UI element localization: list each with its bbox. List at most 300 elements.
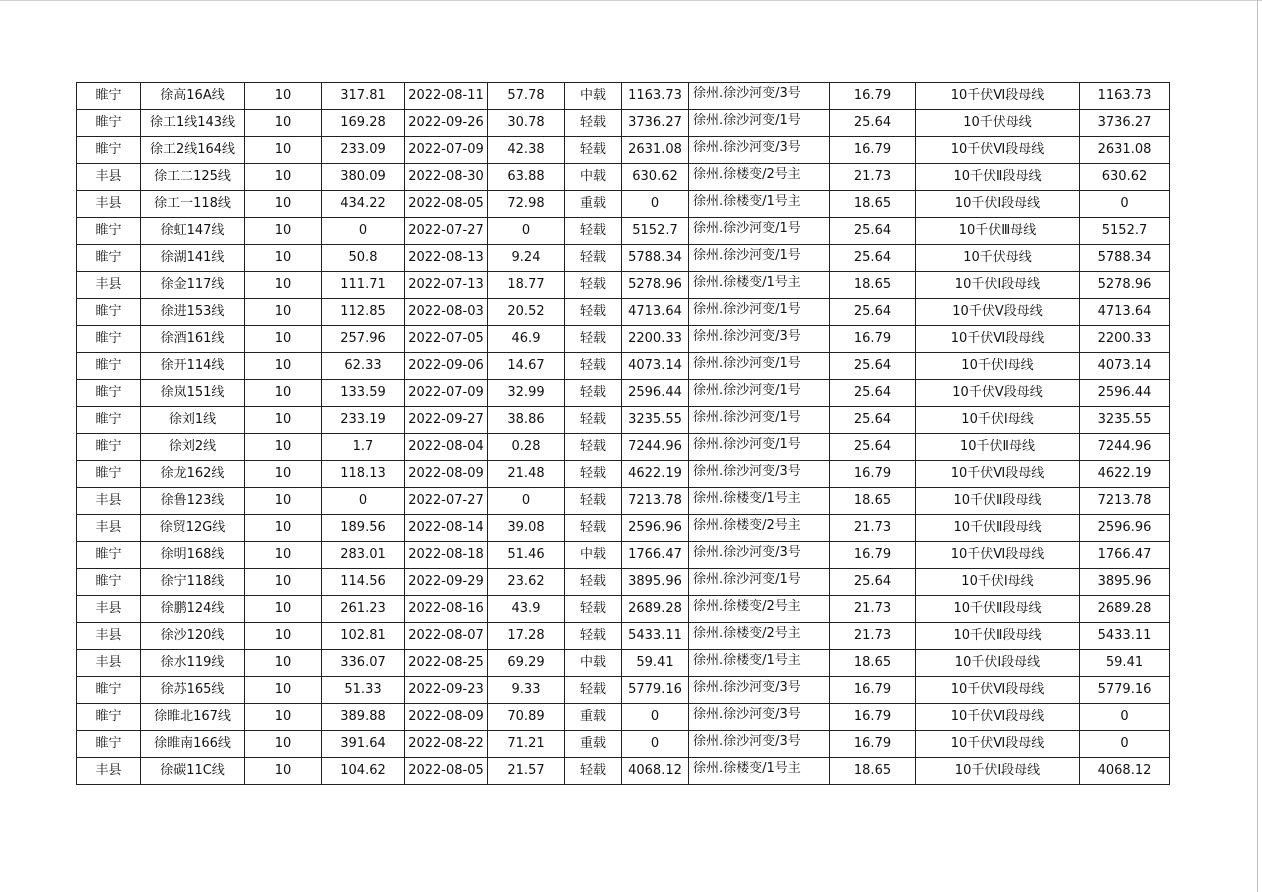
line-name-cell: 徐睢南166线	[141, 731, 245, 758]
substation-transformer-cell	[689, 299, 830, 326]
busbar-cell: 10千伏Ⅱ段母线	[916, 515, 1080, 542]
date-cell: 2022-08-16	[405, 596, 488, 623]
current-load-cell: 104.62	[322, 758, 405, 785]
county-cell: 睢宁	[77, 218, 141, 245]
busbar-cell: 10千伏Ⅵ段母线	[916, 731, 1080, 758]
line-name-cell: 徐工二125线	[141, 164, 245, 191]
voltage-cell: 10	[245, 569, 322, 596]
available-capacity-cell: 5278.96	[622, 272, 689, 299]
table-row	[77, 164, 1170, 191]
load-status-cell: 轻载	[565, 218, 622, 245]
load-rate-cell: 38.86	[488, 407, 565, 434]
substation-transformer-text: 徐州.徐楼变/2号主	[693, 626, 801, 641]
substation-transformer-cell	[689, 191, 830, 218]
table-row	[77, 245, 1170, 272]
county-cell: 睢宁	[77, 569, 141, 596]
remaining-capacity-cell: 0	[1080, 731, 1170, 758]
load-rate-cell: 57.78	[488, 83, 565, 110]
substation-transformer-text: 徐州.徐沙河变/3号	[693, 464, 801, 479]
substation-transformer-text: 徐州.徐楼变/1号主	[693, 275, 801, 290]
remaining-capacity-cell: 2631.08	[1080, 137, 1170, 164]
table-body	[77, 83, 1170, 785]
current-load-cell: 380.09	[322, 164, 405, 191]
substation-transformer-cell	[689, 704, 830, 731]
substation-transformer-text: 徐州.徐楼变/1号主	[693, 491, 801, 506]
table-row	[77, 488, 1170, 515]
substation-transformer-cell	[689, 596, 830, 623]
substation-transformer-cell	[689, 380, 830, 407]
current-load-cell: 102.81	[322, 623, 405, 650]
county-cell: 睢宁	[77, 677, 141, 704]
line-name-cell: 徐鹏124线	[141, 596, 245, 623]
substation-transformer-text: 徐州.徐楼变/1号主	[693, 761, 801, 776]
remaining-capacity-cell: 2596.44	[1080, 380, 1170, 407]
remaining-capacity-cell: 1766.47	[1080, 542, 1170, 569]
voltage-cell: 10	[245, 272, 322, 299]
line-name-cell: 徐酒161线	[141, 326, 245, 353]
transformer-load-rate-cell: 16.79	[830, 461, 916, 488]
line-name-cell: 徐苏165线	[141, 677, 245, 704]
date-cell: 2022-08-09	[405, 461, 488, 488]
voltage-cell: 10	[245, 407, 322, 434]
current-load-cell: 114.56	[322, 569, 405, 596]
substation-transformer-text: 徐州.徐沙河变/3号	[693, 86, 801, 101]
current-load-cell: 261.23	[322, 596, 405, 623]
load-status-cell: 重载	[565, 731, 622, 758]
remaining-capacity-cell: 4713.64	[1080, 299, 1170, 326]
page-top-border	[0, 0, 1262, 1]
county-cell: 丰县	[77, 272, 141, 299]
table-row	[77, 326, 1170, 353]
substation-transformer-cell	[689, 488, 830, 515]
date-cell: 2022-07-09	[405, 137, 488, 164]
available-capacity-cell: 1163.73	[622, 83, 689, 110]
remaining-capacity-cell: 2596.96	[1080, 515, 1170, 542]
date-cell: 2022-08-09	[405, 704, 488, 731]
date-cell: 2022-08-25	[405, 650, 488, 677]
substation-transformer-cell	[689, 326, 830, 353]
transformer-load-rate-cell: 25.64	[830, 569, 916, 596]
load-status-cell: 重载	[565, 704, 622, 731]
substation-transformer-cell	[689, 353, 830, 380]
county-cell: 睢宁	[77, 110, 141, 137]
transformer-load-rate-cell: 21.73	[830, 515, 916, 542]
available-capacity-cell: 3235.55	[622, 407, 689, 434]
busbar-cell: 10千伏Ⅵ段母线	[916, 83, 1080, 110]
substation-transformer-cell	[689, 569, 830, 596]
current-load-cell: 50.8	[322, 245, 405, 272]
available-capacity-cell: 0	[622, 191, 689, 218]
available-capacity-cell: 5152.7	[622, 218, 689, 245]
transformer-load-rate-cell: 16.79	[830, 677, 916, 704]
substation-transformer-cell	[689, 407, 830, 434]
date-cell: 2022-08-30	[405, 164, 488, 191]
voltage-cell: 10	[245, 245, 322, 272]
available-capacity-cell: 4073.14	[622, 353, 689, 380]
table-row	[77, 515, 1170, 542]
county-cell: 丰县	[77, 515, 141, 542]
table-row	[77, 299, 1170, 326]
load-status-cell: 轻载	[565, 326, 622, 353]
busbar-cell: 10千伏Ⅵ段母线	[916, 542, 1080, 569]
current-load-cell: 0	[322, 218, 405, 245]
county-cell: 睢宁	[77, 353, 141, 380]
load-rate-cell: 18.77	[488, 272, 565, 299]
load-rate-cell: 46.9	[488, 326, 565, 353]
line-name-cell: 徐水119线	[141, 650, 245, 677]
date-cell: 2022-08-05	[405, 191, 488, 218]
remaining-capacity-cell: 2200.33	[1080, 326, 1170, 353]
substation-transformer-text: 徐州.徐沙河变/3号	[693, 680, 801, 695]
substation-transformer-text: 徐州.徐楼变/1号主	[693, 653, 801, 668]
available-capacity-cell: 1766.47	[622, 542, 689, 569]
remaining-capacity-cell: 4622.19	[1080, 461, 1170, 488]
substation-transformer-text: 徐州.徐沙河变/1号	[693, 356, 801, 371]
date-cell: 2022-08-13	[405, 245, 488, 272]
load-rate-cell: 72.98	[488, 191, 565, 218]
page-right-border	[1257, 0, 1258, 892]
load-status-cell: 轻载	[565, 596, 622, 623]
substation-transformer-text: 徐州.徐楼变/2号主	[693, 599, 801, 614]
date-cell: 2022-08-05	[405, 758, 488, 785]
substation-transformer-text: 徐州.徐沙河变/1号	[693, 437, 801, 452]
load-rate-cell: 9.33	[488, 677, 565, 704]
load-rate-cell: 0	[488, 488, 565, 515]
feeder-load-table	[76, 82, 1170, 785]
available-capacity-cell: 3736.27	[622, 110, 689, 137]
load-status-cell: 轻载	[565, 245, 622, 272]
voltage-cell: 10	[245, 326, 322, 353]
table-row	[77, 623, 1170, 650]
remaining-capacity-cell: 4068.12	[1080, 758, 1170, 785]
voltage-cell: 10	[245, 380, 322, 407]
date-cell: 2022-09-26	[405, 110, 488, 137]
line-name-cell: 徐工2线164线	[141, 137, 245, 164]
current-load-cell: 51.33	[322, 677, 405, 704]
voltage-cell: 10	[245, 137, 322, 164]
voltage-cell: 10	[245, 299, 322, 326]
busbar-cell: 10千伏Ⅵ段母线	[916, 677, 1080, 704]
substation-transformer-cell	[689, 218, 830, 245]
load-rate-cell: 71.21	[488, 731, 565, 758]
remaining-capacity-cell: 4073.14	[1080, 353, 1170, 380]
voltage-cell: 10	[245, 218, 322, 245]
transformer-load-rate-cell: 18.65	[830, 191, 916, 218]
transformer-load-rate-cell: 21.73	[830, 596, 916, 623]
busbar-cell: 10千伏母线	[916, 245, 1080, 272]
available-capacity-cell: 2689.28	[622, 596, 689, 623]
remaining-capacity-cell: 3736.27	[1080, 110, 1170, 137]
substation-transformer-text: 徐州.徐沙河变/1号	[693, 113, 801, 128]
transformer-load-rate-cell: 25.64	[830, 407, 916, 434]
voltage-cell: 10	[245, 731, 322, 758]
transformer-load-rate-cell: 16.79	[830, 704, 916, 731]
date-cell: 2022-09-27	[405, 407, 488, 434]
load-status-cell: 轻载	[565, 461, 622, 488]
load-rate-cell: 63.88	[488, 164, 565, 191]
transformer-load-rate-cell: 25.64	[830, 380, 916, 407]
busbar-cell: 10千伏Ⅱ母线	[916, 434, 1080, 461]
substation-transformer-text: 徐州.徐沙河变/3号	[693, 140, 801, 155]
table-row	[77, 704, 1170, 731]
load-rate-cell: 17.28	[488, 623, 565, 650]
remaining-capacity-cell: 7213.78	[1080, 488, 1170, 515]
available-capacity-cell: 3895.96	[622, 569, 689, 596]
busbar-cell: 10千伏Ⅲ母线	[916, 218, 1080, 245]
current-load-cell: 389.88	[322, 704, 405, 731]
remaining-capacity-cell: 5278.96	[1080, 272, 1170, 299]
busbar-cell: 10千伏Ⅰ段母线	[916, 272, 1080, 299]
voltage-cell: 10	[245, 704, 322, 731]
load-rate-cell: 51.46	[488, 542, 565, 569]
busbar-cell: 10千伏Ⅰ母线	[916, 407, 1080, 434]
load-status-cell: 中载	[565, 164, 622, 191]
available-capacity-cell: 59.41	[622, 650, 689, 677]
table-row	[77, 434, 1170, 461]
date-cell: 2022-08-03	[405, 299, 488, 326]
line-name-cell: 徐碳11C线	[141, 758, 245, 785]
table-row	[77, 218, 1170, 245]
available-capacity-cell: 0	[622, 704, 689, 731]
available-capacity-cell: 2596.44	[622, 380, 689, 407]
line-name-cell: 徐开114线	[141, 353, 245, 380]
date-cell: 2022-07-13	[405, 272, 488, 299]
busbar-cell: 10千伏Ⅰ母线	[916, 353, 1080, 380]
voltage-cell: 10	[245, 191, 322, 218]
line-name-cell: 徐工1线143线	[141, 110, 245, 137]
busbar-cell: 10千伏Ⅰ段母线	[916, 758, 1080, 785]
transformer-load-rate-cell: 18.65	[830, 758, 916, 785]
line-name-cell: 徐工一118线	[141, 191, 245, 218]
line-name-cell: 徐贸12G线	[141, 515, 245, 542]
load-status-cell: 轻载	[565, 623, 622, 650]
load-rate-cell: 21.57	[488, 758, 565, 785]
remaining-capacity-cell: 630.62	[1080, 164, 1170, 191]
transformer-load-rate-cell: 21.73	[830, 164, 916, 191]
load-status-cell: 轻载	[565, 137, 622, 164]
remaining-capacity-cell: 59.41	[1080, 650, 1170, 677]
current-load-cell: 111.71	[322, 272, 405, 299]
line-name-cell: 徐龙162线	[141, 461, 245, 488]
table-row	[77, 461, 1170, 488]
line-name-cell: 徐鲁123线	[141, 488, 245, 515]
voltage-cell: 10	[245, 434, 322, 461]
substation-transformer-cell	[689, 434, 830, 461]
date-cell: 2022-07-09	[405, 380, 488, 407]
voltage-cell: 10	[245, 623, 322, 650]
table-row	[77, 596, 1170, 623]
transformer-load-rate-cell: 25.64	[830, 110, 916, 137]
transformer-load-rate-cell: 25.64	[830, 245, 916, 272]
date-cell: 2022-07-27	[405, 488, 488, 515]
substation-transformer-text: 徐州.徐楼变/2号主	[693, 167, 801, 182]
voltage-cell: 10	[245, 164, 322, 191]
busbar-cell: 10千伏Ⅴ段母线	[916, 299, 1080, 326]
table-row	[77, 758, 1170, 785]
line-name-cell: 徐睢北167线	[141, 704, 245, 731]
date-cell: 2022-08-22	[405, 731, 488, 758]
substation-transformer-text: 徐州.徐沙河变/1号	[693, 221, 801, 236]
load-status-cell: 轻载	[565, 677, 622, 704]
date-cell: 2022-09-29	[405, 569, 488, 596]
load-status-cell: 轻载	[565, 272, 622, 299]
available-capacity-cell: 2200.33	[622, 326, 689, 353]
date-cell: 2022-08-11	[405, 83, 488, 110]
substation-transformer-text: 徐州.徐沙河变/1号	[693, 302, 801, 317]
date-cell: 2022-08-14	[405, 515, 488, 542]
remaining-capacity-cell: 3895.96	[1080, 569, 1170, 596]
remaining-capacity-cell: 5152.7	[1080, 218, 1170, 245]
substation-transformer-cell	[689, 677, 830, 704]
substation-transformer-cell	[689, 758, 830, 785]
voltage-cell: 10	[245, 83, 322, 110]
current-load-cell: 233.09	[322, 137, 405, 164]
voltage-cell: 10	[245, 461, 322, 488]
substation-transformer-text: 徐州.徐沙河变/3号	[693, 707, 801, 722]
line-name-cell: 徐明168线	[141, 542, 245, 569]
busbar-cell: 10千伏Ⅵ段母线	[916, 137, 1080, 164]
substation-transformer-text: 徐州.徐沙河变/1号	[693, 572, 801, 587]
table-row	[77, 353, 1170, 380]
line-name-cell: 徐岚151线	[141, 380, 245, 407]
voltage-cell: 10	[245, 110, 322, 137]
table-row	[77, 191, 1170, 218]
transformer-load-rate-cell: 16.79	[830, 137, 916, 164]
county-cell: 丰县	[77, 623, 141, 650]
remaining-capacity-cell: 5788.34	[1080, 245, 1170, 272]
load-rate-cell: 39.08	[488, 515, 565, 542]
transformer-load-rate-cell: 18.65	[830, 488, 916, 515]
busbar-cell: 10千伏母线	[916, 110, 1080, 137]
county-cell: 丰县	[77, 596, 141, 623]
load-status-cell: 中载	[565, 542, 622, 569]
busbar-cell: 10千伏Ⅱ段母线	[916, 596, 1080, 623]
transformer-load-rate-cell: 25.64	[830, 299, 916, 326]
available-capacity-cell: 7213.78	[622, 488, 689, 515]
available-capacity-cell: 4713.64	[622, 299, 689, 326]
transformer-load-rate-cell: 25.64	[830, 218, 916, 245]
remaining-capacity-cell: 0	[1080, 191, 1170, 218]
transformer-load-rate-cell: 25.64	[830, 434, 916, 461]
substation-transformer-text: 徐州.徐沙河变/3号	[693, 545, 801, 560]
county-cell: 睢宁	[77, 380, 141, 407]
table-row	[77, 731, 1170, 758]
load-status-cell: 轻载	[565, 299, 622, 326]
substation-transformer-text: 徐州.徐沙河变/3号	[693, 329, 801, 344]
available-capacity-cell: 2596.96	[622, 515, 689, 542]
line-name-cell: 徐刘1线	[141, 407, 245, 434]
remaining-capacity-cell: 1163.73	[1080, 83, 1170, 110]
transformer-load-rate-cell: 25.64	[830, 353, 916, 380]
transformer-load-rate-cell: 21.73	[830, 623, 916, 650]
substation-transformer-cell	[689, 245, 830, 272]
substation-transformer-cell	[689, 542, 830, 569]
busbar-cell: 10千伏Ⅰ段母线	[916, 191, 1080, 218]
load-status-cell: 轻载	[565, 758, 622, 785]
substation-transformer-text: 徐州.徐沙河变/3号	[693, 734, 801, 749]
load-rate-cell: 23.62	[488, 569, 565, 596]
load-status-cell: 轻载	[565, 434, 622, 461]
load-rate-cell: 30.78	[488, 110, 565, 137]
table-row	[77, 110, 1170, 137]
load-rate-cell: 69.29	[488, 650, 565, 677]
current-load-cell: 112.85	[322, 299, 405, 326]
load-status-cell: 轻载	[565, 110, 622, 137]
voltage-cell: 10	[245, 488, 322, 515]
current-load-cell: 118.13	[322, 461, 405, 488]
substation-transformer-text: 徐州.徐沙河变/1号	[693, 248, 801, 263]
busbar-cell: 10千伏Ⅵ段母线	[916, 326, 1080, 353]
table-row	[77, 137, 1170, 164]
date-cell: 2022-07-27	[405, 218, 488, 245]
current-load-cell: 189.56	[322, 515, 405, 542]
current-load-cell: 336.07	[322, 650, 405, 677]
busbar-cell: 10千伏Ⅰ母线	[916, 569, 1080, 596]
table-row	[77, 272, 1170, 299]
remaining-capacity-cell: 5779.16	[1080, 677, 1170, 704]
substation-transformer-cell	[689, 110, 830, 137]
date-cell: 2022-08-07	[405, 623, 488, 650]
county-cell: 睢宁	[77, 461, 141, 488]
county-cell: 丰县	[77, 650, 141, 677]
load-rate-cell: 43.9	[488, 596, 565, 623]
table-row	[77, 569, 1170, 596]
load-rate-cell: 32.99	[488, 380, 565, 407]
current-load-cell: 62.33	[322, 353, 405, 380]
remaining-capacity-cell: 5433.11	[1080, 623, 1170, 650]
busbar-cell: 10千伏Ⅴ段母线	[916, 380, 1080, 407]
remaining-capacity-cell: 0	[1080, 704, 1170, 731]
current-load-cell: 133.59	[322, 380, 405, 407]
line-name-cell: 徐刘2线	[141, 434, 245, 461]
load-rate-cell: 9.24	[488, 245, 565, 272]
transformer-load-rate-cell: 16.79	[830, 731, 916, 758]
transformer-load-rate-cell: 18.65	[830, 650, 916, 677]
line-name-cell: 徐湖141线	[141, 245, 245, 272]
busbar-cell: 10千伏Ⅱ段母线	[916, 623, 1080, 650]
substation-transformer-cell	[689, 164, 830, 191]
county-cell: 睢宁	[77, 245, 141, 272]
available-capacity-cell: 4068.12	[622, 758, 689, 785]
voltage-cell: 10	[245, 596, 322, 623]
available-capacity-cell: 5433.11	[622, 623, 689, 650]
line-name-cell: 徐宁118线	[141, 569, 245, 596]
date-cell: 2022-07-05	[405, 326, 488, 353]
substation-transformer-cell	[689, 650, 830, 677]
current-load-cell: 257.96	[322, 326, 405, 353]
current-load-cell: 391.64	[322, 731, 405, 758]
county-cell: 睢宁	[77, 731, 141, 758]
available-capacity-cell: 5788.34	[622, 245, 689, 272]
busbar-cell: 10千伏Ⅵ段母线	[916, 461, 1080, 488]
load-rate-cell: 21.48	[488, 461, 565, 488]
substation-transformer-cell	[689, 461, 830, 488]
busbar-cell: 10千伏Ⅱ段母线	[916, 488, 1080, 515]
county-cell: 睢宁	[77, 299, 141, 326]
table-row	[77, 380, 1170, 407]
voltage-cell: 10	[245, 650, 322, 677]
county-cell: 睢宁	[77, 704, 141, 731]
substation-transformer-text: 徐州.徐沙河变/1号	[693, 410, 801, 425]
substation-transformer-cell	[689, 515, 830, 542]
line-name-cell: 徐金117线	[141, 272, 245, 299]
voltage-cell: 10	[245, 542, 322, 569]
voltage-cell: 10	[245, 677, 322, 704]
date-cell: 2022-08-18	[405, 542, 488, 569]
county-cell: 睢宁	[77, 542, 141, 569]
busbar-cell: 10千伏Ⅱ段母线	[916, 164, 1080, 191]
load-rate-cell: 70.89	[488, 704, 565, 731]
